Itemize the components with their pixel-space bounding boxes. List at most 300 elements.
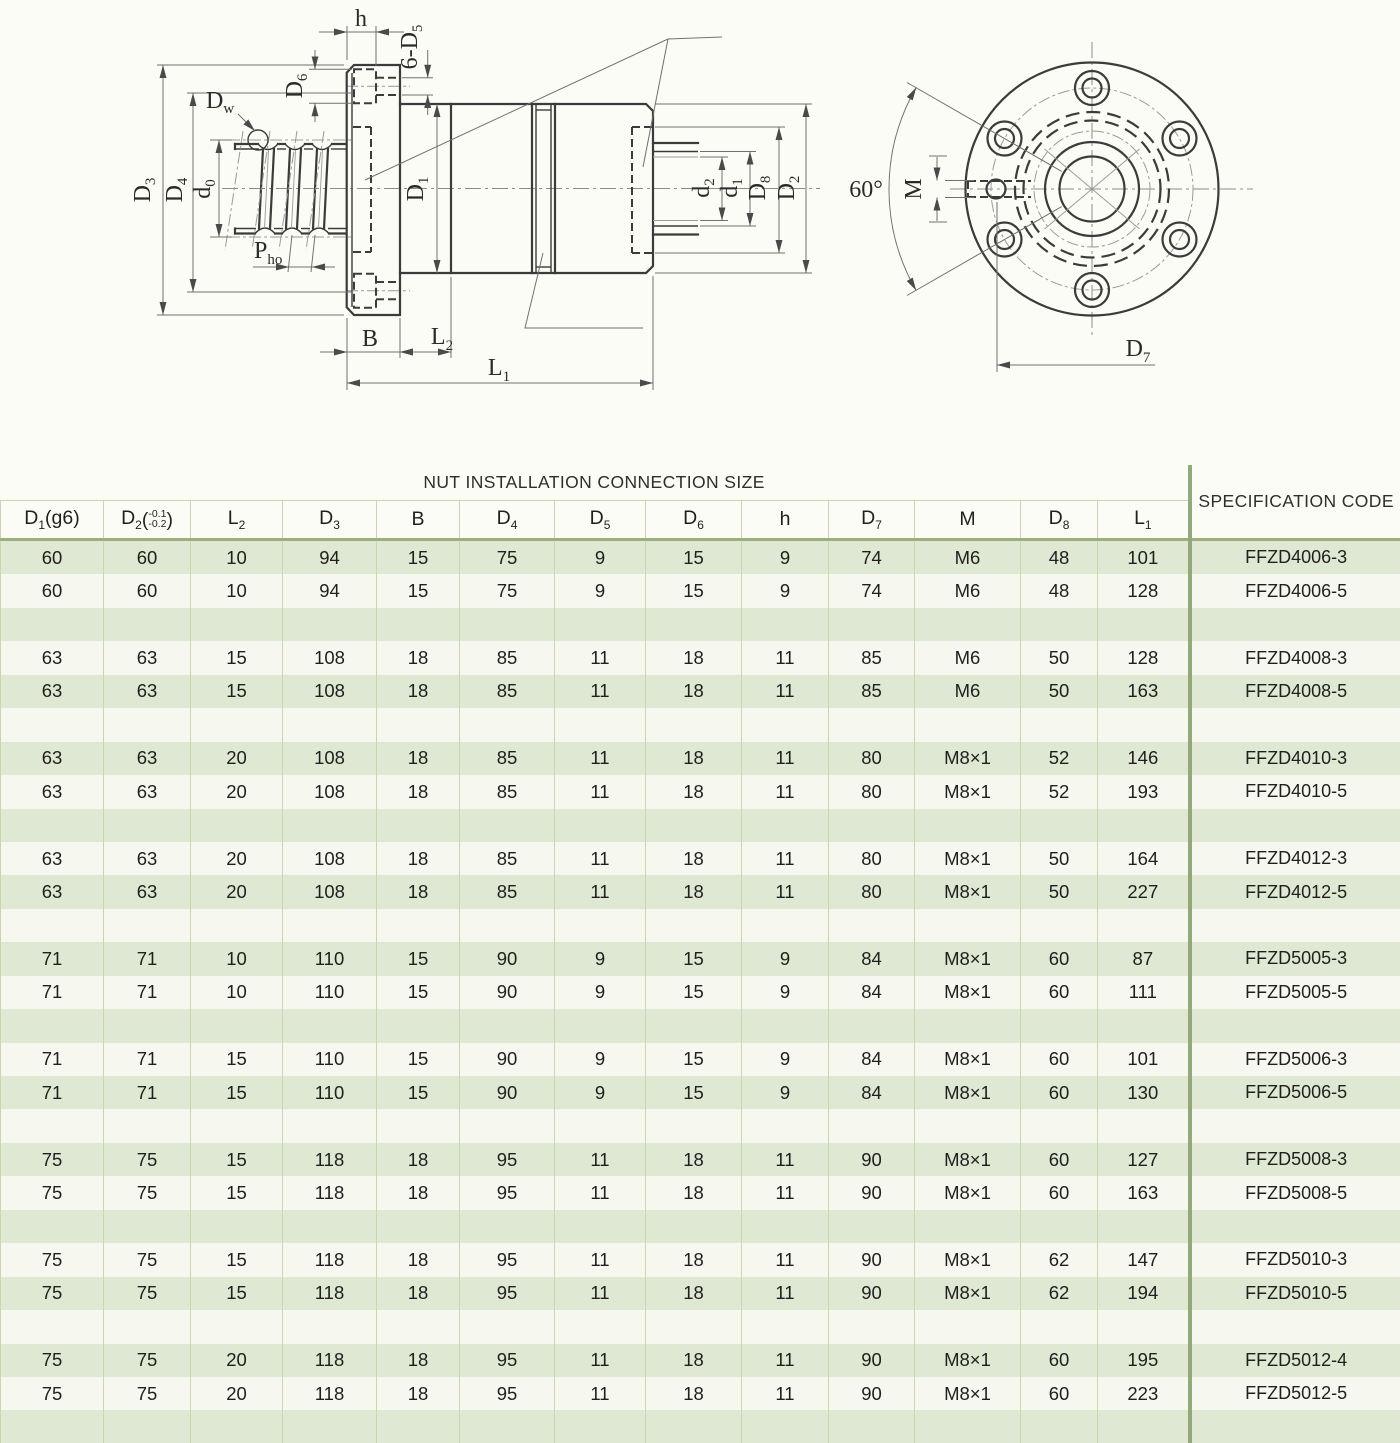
cell: 11 [742,641,829,674]
cell [1,909,104,942]
cell [829,1210,915,1243]
cell: 71 [1,1076,104,1109]
cell: M8×1 [915,1277,1021,1310]
cell: 9 [742,976,829,1009]
cell: 11 [742,842,829,875]
cell: 18 [377,1143,460,1176]
cell [1021,708,1098,741]
cell: 75 [104,1277,191,1310]
cell: 60 [1021,942,1098,975]
cell: 60 [1021,1043,1098,1076]
column-header-12: $D_8$ [1021,501,1098,540]
cell: 9 [555,1043,646,1076]
cell: 63 [104,675,191,708]
column-header-6: $D_4$ [460,501,555,540]
cell: 71 [104,942,191,975]
cell: 18 [646,641,742,674]
cell: 118 [283,1243,377,1276]
spec-code-cell [1190,608,1400,641]
cell: 11 [555,641,646,674]
cell: 20 [191,1344,283,1377]
cell: 75 [104,1344,191,1377]
cell: 60 [104,540,191,575]
cell: 74 [829,540,915,575]
cell: 9 [555,1076,646,1109]
table-title: NUT INSTALLATION CONNECTION SIZE [423,472,765,492]
table-row [1,1143,1400,1176]
cell: 118 [283,1377,377,1410]
cell: 11 [555,742,646,775]
cell: M6 [915,641,1021,674]
cell [646,1410,742,1443]
cell [646,1210,742,1243]
cell: 20 [191,775,283,808]
cell: 20 [191,842,283,875]
table-row [1,1344,1400,1377]
cell [283,1009,377,1042]
cell [1021,608,1098,641]
table-row [1,574,1400,607]
cell: 15 [646,1043,742,1076]
cell: 90 [460,976,555,1009]
cell: 227 [1098,875,1190,908]
cell: M6 [915,540,1021,575]
cell [1,608,104,641]
cell: 108 [283,641,377,674]
label-l2: $L_2$ [430,324,454,354]
column-header-2: $D_2$( -0.1 -0.2 ) [104,501,191,540]
cell [742,608,829,641]
label-60deg: 60° [849,177,883,203]
label-6-d5: $6-D_5$ [397,24,426,70]
spec-code-header: SPECIFICATION CODE [1190,465,1400,540]
cell: M8×1 [915,742,1021,775]
cell: 9 [555,976,646,1009]
spec-code-cell: FFZD5010-3 [1190,1243,1400,1276]
cell [104,1210,191,1243]
cell [915,1410,1021,1443]
cell: 18 [377,1243,460,1276]
label-d3: $D_3$ [130,177,159,203]
spec-code-cell: FFZD4006-3 [1190,540,1400,575]
cell: M8×1 [915,1344,1021,1377]
cell: 60 [1021,1143,1098,1176]
cell [915,1310,1021,1343]
cell [646,1109,742,1142]
cell: 11 [742,1143,829,1176]
cell [915,909,1021,942]
cell: 18 [377,1277,460,1310]
cell [1,1310,104,1343]
cell: 9 [555,540,646,575]
cell [1098,1410,1190,1443]
table-row [1,875,1400,908]
cell: 11 [742,1377,829,1410]
cell: 50 [1021,675,1098,708]
cell: 85 [460,775,555,808]
cell [1021,1410,1098,1443]
cell: M8×1 [915,775,1021,808]
cell [646,1310,742,1343]
cell: 71 [104,976,191,1009]
cell: 15 [191,1076,283,1109]
table-row [1,675,1400,708]
cell [1098,1310,1190,1343]
cell: 80 [829,775,915,808]
label-d1: $D_1$ [403,176,432,202]
cell [283,909,377,942]
cell: 15 [377,574,460,607]
cell: 60 [1021,1377,1098,1410]
cell: 11 [742,875,829,908]
label-pho: $P_{ho}$ [254,238,283,268]
spacer-row [1,809,1400,842]
cell [377,608,460,641]
cell: 111 [1098,976,1190,1009]
cell [1098,608,1190,641]
cell: 18 [646,1243,742,1276]
cell: 95 [460,1143,555,1176]
cell: 63 [104,842,191,875]
spec-code-cell: FFZD4012-3 [1190,842,1400,875]
cell [460,809,555,842]
table-row [1,842,1400,875]
cell [555,809,646,842]
spacer-row [1,1210,1400,1243]
spacer-row [1,1009,1400,1042]
cell: 9 [555,574,646,607]
table-title-row [1,465,1400,501]
cell [1021,909,1098,942]
cell: 10 [191,942,283,975]
cell [646,909,742,942]
cell: 193 [1098,775,1190,808]
cell: 80 [829,742,915,775]
cell: 11 [555,875,646,908]
cell [191,809,283,842]
cell: 15 [646,942,742,975]
cell: 18 [377,775,460,808]
spec-code-cell: FFZD5006-3 [1190,1043,1400,1076]
cell: 11 [555,775,646,808]
cell: 71 [104,1043,191,1076]
spec-code-cell: FFZD4012-5 [1190,875,1400,908]
cell: 90 [829,1277,915,1310]
table-row [1,641,1400,674]
spec-code-cell [1190,1310,1400,1343]
cell [460,1410,555,1443]
cell [555,1109,646,1142]
cell: 9 [742,540,829,575]
label-b: B [361,326,379,352]
label-d7: $D_7$ [1125,336,1151,366]
cell: 75 [1,1176,104,1209]
label-d2: $D_2$ [774,175,803,201]
cell [915,1109,1021,1142]
cell [742,1009,829,1042]
cell [377,708,460,741]
cell [191,608,283,641]
cell: 63 [104,875,191,908]
column-header-4: $D_3$ [283,501,377,540]
spacer-row [1,909,1400,942]
cell [1,708,104,741]
column-header-9: h [742,501,829,540]
cell: 15 [191,675,283,708]
cell: 11 [555,842,646,875]
cell: 74 [829,574,915,607]
cell: 118 [283,1176,377,1209]
cell: 48 [1021,574,1098,607]
cell [377,809,460,842]
cell [1,1009,104,1042]
cell: 52 [1021,775,1098,808]
cell [460,1210,555,1243]
cell: 63 [1,641,104,674]
spec-code-cell: FFZD5008-5 [1190,1176,1400,1209]
spec-code-cell [1190,909,1400,942]
cell: 9 [742,942,829,975]
cell: 15 [646,976,742,1009]
cell: 63 [1,842,104,875]
flange-section [347,65,400,315]
cell: 75 [1,1143,104,1176]
cell [555,1009,646,1042]
label-d8: $D_8$ [745,175,774,201]
cell [1021,1310,1098,1343]
cell: 80 [829,875,915,908]
cell [191,1009,283,1042]
cell: 62 [1021,1243,1098,1276]
cell: 11 [555,675,646,708]
label-dw: $D_w$ [206,88,235,117]
column-header-13: $L_1$ [1098,501,1190,540]
cell: M8×1 [915,942,1021,975]
column-header-5: B [377,501,460,540]
cell: 110 [283,1076,377,1109]
cell: 101 [1098,540,1190,575]
cell: 10 [191,976,283,1009]
cell: 11 [742,1176,829,1209]
cell: 18 [646,1176,742,1209]
cell: 11 [742,742,829,775]
cell: 75 [104,1377,191,1410]
table-row [1,1076,1400,1109]
cell [460,708,555,741]
cell: 75 [460,574,555,607]
cell [191,1410,283,1443]
cell: 84 [829,1043,915,1076]
column-header-10: $D_7$ [829,501,915,540]
cell [742,1109,829,1142]
cell [1098,909,1190,942]
cell [104,1009,191,1042]
cell: 15 [377,540,460,575]
cell: 11 [555,1176,646,1209]
table-row [1,1277,1400,1310]
table-row [1,942,1400,975]
cell: 127 [1098,1143,1190,1176]
cell [1,1109,104,1142]
cell: 75 [1,1277,104,1310]
cell [1098,1210,1190,1243]
label-d2-small: $d_2$ [689,178,718,198]
column-header-7: $D_5$ [555,501,646,540]
cell: 130 [1098,1076,1190,1109]
cell: 10 [191,540,283,575]
spec-table [0,465,1400,1443]
extension-lines [157,26,812,390]
dimension-labels [130,6,803,385]
cell [829,608,915,641]
table-row [1,775,1400,808]
cell: 101 [1098,1043,1190,1076]
column-header-3: $L_2$ [191,501,283,540]
cell: 18 [646,1277,742,1310]
cell [555,1210,646,1243]
cell: 15 [646,1076,742,1109]
cell [829,1109,915,1142]
cell: 85 [829,675,915,708]
cell [646,708,742,741]
cell [915,608,1021,641]
cell [191,909,283,942]
cell: 11 [742,1277,829,1310]
cell: 11 [555,1277,646,1310]
spacer-row [1,1310,1400,1343]
cell: 75 [460,540,555,575]
cell [191,1310,283,1343]
spec-code-cell: FFZD5006-5 [1190,1076,1400,1109]
cell: 94 [283,574,377,607]
spacer-row [1,1410,1400,1443]
cell: 90 [460,1076,555,1109]
cell: 110 [283,942,377,975]
spec-code-cell: FFZD5008-3 [1190,1143,1400,1176]
cell [1021,1210,1098,1243]
cell: 11 [742,775,829,808]
cell: 71 [1,1043,104,1076]
label-d4: $D_4$ [162,177,191,203]
cell: 108 [283,675,377,708]
cell: 15 [191,1043,283,1076]
cell: M8×1 [915,976,1021,1009]
cell: 11 [742,1344,829,1377]
cell: 63 [1,675,104,708]
cell: 90 [829,1243,915,1276]
cell: 50 [1021,875,1098,908]
cell [742,708,829,741]
label-m: M [901,178,927,200]
cell: M8×1 [915,875,1021,908]
cell: 118 [283,1344,377,1377]
spec-code-cell: FFZD5012-5 [1190,1377,1400,1410]
column-header-11: M [915,501,1021,540]
cell: 18 [646,742,742,775]
table-row [1,1377,1400,1410]
cell: 128 [1098,641,1190,674]
cell: 90 [829,1344,915,1377]
cell: 50 [1021,641,1098,674]
cell [104,608,191,641]
cell: 87 [1098,942,1190,975]
cell [829,909,915,942]
cell: 18 [646,675,742,708]
cell: 18 [377,641,460,674]
cell: 84 [829,976,915,1009]
cell: 18 [377,742,460,775]
cell: 75 [104,1143,191,1176]
spec-code-cell: FFZD4010-5 [1190,775,1400,808]
cell [460,1009,555,1042]
cell [1098,1109,1190,1142]
cell: M8×1 [915,1043,1021,1076]
cell: 11 [555,1243,646,1276]
cell: 11 [555,1143,646,1176]
cell: M8×1 [915,1143,1021,1176]
spec-code-cell: FFZD5005-3 [1190,942,1400,975]
cell [377,1009,460,1042]
cell: 85 [829,641,915,674]
cell: 15 [191,1143,283,1176]
cell: 60 [1,540,104,575]
cell [829,708,915,741]
cell: 85 [460,842,555,875]
cell: 110 [283,976,377,1009]
cell [915,1210,1021,1243]
cell [104,1109,191,1142]
cell [829,809,915,842]
cell: 20 [191,875,283,908]
spec-code-cell: FFZD4010-3 [1190,742,1400,775]
cell: 84 [829,1076,915,1109]
cell: 60 [104,574,191,607]
spec-code-cell [1190,1210,1400,1243]
cell: 90 [829,1176,915,1209]
cell: 18 [377,675,460,708]
cell: 18 [377,1377,460,1410]
cell [283,1210,377,1243]
cell: 18 [377,842,460,875]
cell [915,809,1021,842]
cell: 71 [1,942,104,975]
cell [283,1109,377,1142]
cell: 9 [555,942,646,975]
cell [1021,1109,1098,1142]
spacer-row [1,708,1400,741]
cell: 128 [1098,574,1190,607]
cell: 15 [377,1076,460,1109]
cell: M6 [915,574,1021,607]
cell: 90 [829,1143,915,1176]
spec-code-cell [1190,809,1400,842]
spec-code-cell: FFZD5005-5 [1190,976,1400,1009]
cell: 75 [104,1243,191,1276]
cell [915,1009,1021,1042]
table-row [1,976,1400,1009]
table-row [1,1176,1400,1209]
label-d6: $D_6$ [282,73,311,99]
cell: 48 [1021,540,1098,575]
cell: 52 [1021,742,1098,775]
cell: 84 [829,942,915,975]
label-h: h [355,6,367,32]
cell [377,909,460,942]
side-view [130,6,820,390]
cell: 95 [460,1176,555,1209]
cell: 18 [377,875,460,908]
cell [742,909,829,942]
